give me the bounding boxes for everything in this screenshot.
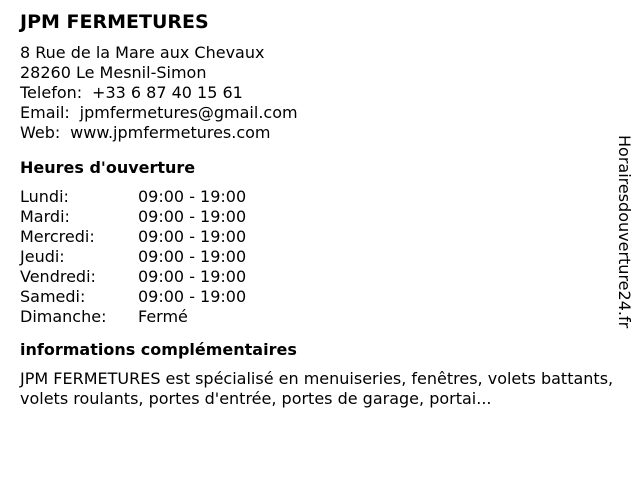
web-row [20,123,610,143]
phone-link[interactable]: +33 6 87 40 15 61 [92,83,243,102]
hours-day: Mardi: [20,207,70,226]
hours-day: Lundi: [20,187,69,206]
address-line-1: 8 Rue de la Mare aux Chevaux [20,43,265,62]
hours-title: Heures d'ouverture [20,158,196,177]
hours-day: Samedi: [20,287,86,306]
hours-day: Dimanche: [20,307,107,326]
hours-row [20,187,610,207]
phone-row [20,83,610,103]
hours-row [20,247,610,267]
phone-label: Telefon: [20,83,83,102]
info-text: JPM FERMETURES est spécialisé en menuiseries, fenêtres, volets battants, volets roulants, portes d'entrée, portes de garage, portai... [20,369,614,408]
hours-day: Vendredi: [20,267,96,286]
hours-time: 09:00 - 19:00 [138,267,247,286]
hours-time: 09:00 - 19:00 [138,287,247,306]
hours-time: Fermé [138,307,188,326]
business-name: JPM FERMETURES [20,11,209,33]
hours-row [20,287,610,307]
address-line-2: 28260 Le Mesnil-Simon [20,63,207,82]
watermark-label: Horairesdouverture24.fr [615,135,634,329]
hours-time: 09:00 - 19:00 [138,207,247,226]
info-title: informations complémentaires [20,340,297,359]
web-label: Web: [20,123,61,142]
hours-time: 09:00 - 19:00 [138,247,247,266]
email-row [20,103,610,123]
web-link[interactable]: www.jpmfermetures.com [70,123,271,142]
hours-time: 09:00 - 19:00 [138,227,247,246]
hours-day: Mercredi: [20,227,95,246]
business-card [20,10,614,409]
hours-day: Jeudi: [20,247,65,266]
hours-row [20,227,610,247]
hours-row [20,267,610,287]
hours-row [20,307,610,327]
email-label: Email: [20,103,70,122]
email-link[interactable]: jpmfermetures@gmail.com [79,103,298,122]
hours-time: 09:00 - 19:00 [138,187,247,206]
hours-row [20,207,610,227]
hours-table [20,187,610,327]
